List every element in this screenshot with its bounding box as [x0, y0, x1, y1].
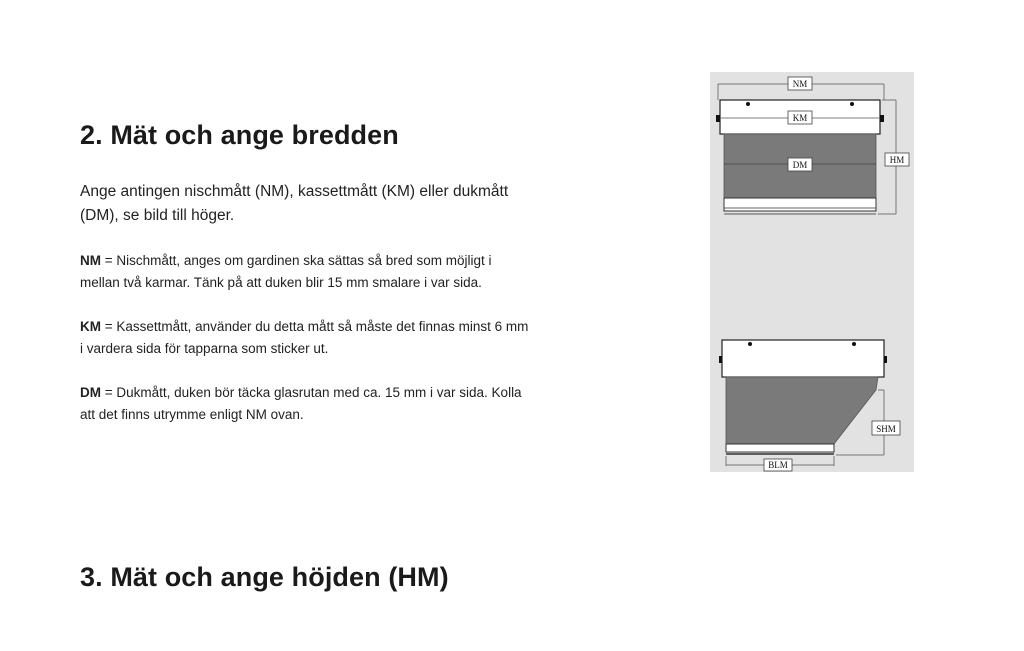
definition-km — [80, 316, 530, 360]
cassette-bottom-pin-left — [719, 356, 722, 363]
measurement-diagram — [710, 72, 914, 472]
definition-km-abbr: KM — [80, 319, 101, 334]
blm-label: BLM — [768, 460, 788, 470]
section-heading-width: 2. Mät och ange bredden — [80, 120, 399, 150]
bottom-rail-angled — [726, 444, 834, 452]
definition-nm-abbr: NM — [80, 253, 101, 268]
screw-bottom-left — [748, 342, 752, 346]
definition-dm — [80, 382, 530, 426]
bottom-rail-top — [724, 198, 876, 211]
screw-bottom-right — [852, 342, 856, 346]
definition-dm-abbr: DM — [80, 385, 101, 400]
km-label: KM — [792, 113, 808, 123]
intro-paragraph: Ange antingen nischmått (NM), kassettmått (KM) eller dukmått (DM), se bild till höger. — [80, 183, 509, 224]
nm-label: NM — [792, 79, 808, 89]
hm-label: HM — [889, 155, 905, 165]
definition-nm — [80, 250, 530, 294]
definition-km-text: = Kassettmått, använder du detta mått så måste det finnas minst 6 mm i vardera sida för tapparna som sticker ut. — [80, 319, 529, 356]
cassette-pin-right — [880, 115, 884, 122]
shm-label: SHM — [876, 424, 896, 434]
cassette-bottom — [722, 340, 884, 377]
definition-nm-text: = Nischmått, anges om gardinen ska sättas så bred som möjligt i mellan två karmar. Tänk på att duken blir 15 mm smalare i var sida. — [80, 253, 492, 290]
screw-left — [746, 102, 750, 106]
definition-dm-text: = Dukmått, duken bör täcka glasrutan med ca. 15 mm i var sida. Kolla att det finns utrymme enligt NM ovan. — [80, 385, 522, 422]
screw-right — [850, 102, 854, 106]
dm-label: DM — [792, 160, 808, 170]
measurement-diagram-svg — [710, 72, 914, 472]
fabric-angled — [726, 377, 878, 444]
section-heading-height: 3. Mät och ange höjden (HM) — [80, 562, 449, 592]
cassette-pin-left — [716, 115, 720, 122]
cassette-bottom-pin-right — [884, 356, 887, 363]
